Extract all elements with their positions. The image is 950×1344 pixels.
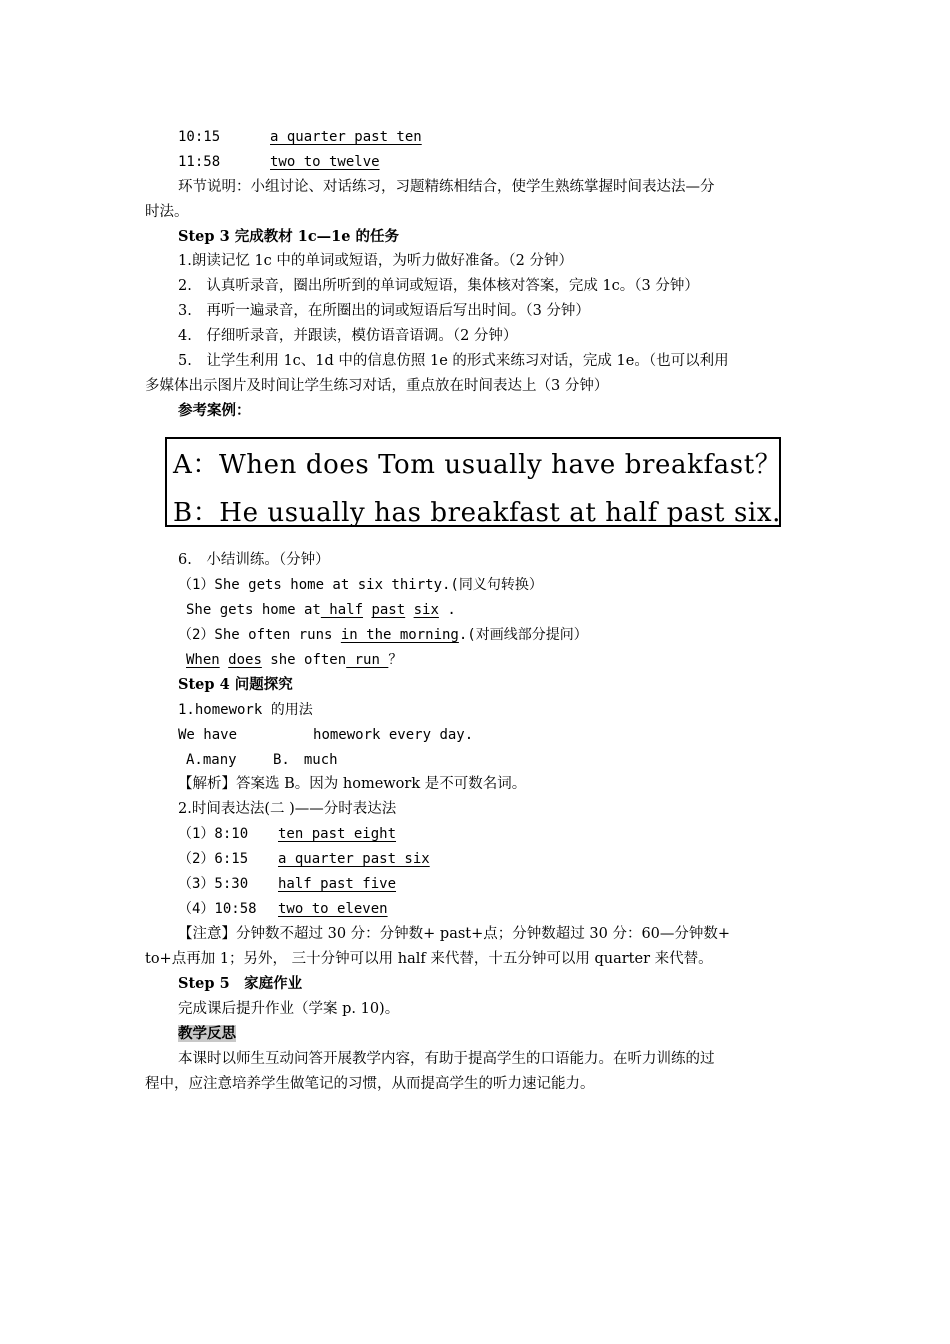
reflection-text-cont: 程中，应注意培养学生做笔记的习惯，从而提高学生的听力速记能力。 bbox=[145, 1076, 595, 1092]
summary-question-2: （2）She often runs in the morning.(对画线部分提问） bbox=[178, 627, 588, 643]
step4-analysis: 【解析】答案选 B。因为 homework 是不可数名词。 bbox=[178, 776, 527, 792]
fill-blank bbox=[237, 727, 313, 743]
reference-title: 参考案例： bbox=[178, 402, 251, 419]
step4-options: A.many B. much bbox=[186, 752, 338, 768]
time-phrase: ten past eight bbox=[278, 826, 397, 842]
section-note: 环节说明：小组讨论、对话练习，习题精练相结合，使学生熟练掌握时间表达法—分 bbox=[178, 179, 715, 195]
step3-item: 2. 认真听录音，圈出所听到的单词或短语，集体核对答案，完成 1c。（3 分钟） bbox=[178, 278, 699, 294]
dialog-line-b: B：He usually has breakfast at half past six. bbox=[173, 498, 781, 528]
dialog-line-a: A：When does Tom usually have breakfast？ bbox=[173, 450, 782, 480]
section-note-cont: 时法。 bbox=[145, 204, 189, 220]
time-value: 11:58 bbox=[178, 154, 221, 170]
reflection-title: 教学反思 bbox=[178, 1025, 236, 1042]
reflection-text: 本课时以师生互动问答开展教学内容，有助于提高学生的口语能力。在听力训练的过 bbox=[178, 1051, 715, 1067]
time-phrase: half past five bbox=[278, 876, 397, 892]
time-phrase: two to twelve bbox=[270, 154, 380, 170]
step3-title: Step 3 完成教材 1c—1e 的任务 bbox=[178, 228, 400, 245]
answer-blank: half bbox=[320, 602, 364, 618]
time-value: 10:15 bbox=[178, 129, 221, 145]
summary-question-1: （1）She gets home at six thirty.(同义句转换） bbox=[178, 577, 543, 593]
step5-text: 完成课后提升作业（学案 p. 10)。 bbox=[178, 1001, 400, 1017]
time-expression-row: （3）5:30 half past five bbox=[178, 876, 397, 892]
step4-note-cont: to+点再加 1；另外， 三十分钟可以用 half 来代替，十五分钟可以用 quarter 来代替。 bbox=[145, 951, 713, 967]
step4-item2: 2.时间表达法(二 )——分时表达法 bbox=[178, 801, 397, 817]
step3-item: 1.朗读记忆 1c 中的单词或短语，为听力做好准备。（2 分钟） bbox=[178, 253, 573, 269]
time-example-row bbox=[178, 127, 422, 147]
step3-item: 5. 让学生利用 1c、1d 中的信息仿照 1e 的形式来练习对话，完成 1e。（也可以利用 bbox=[178, 353, 729, 369]
step4-note: 【注意】分钟数不超过 30 分：分钟数+ past+点；分钟数超过 30 分：60—分钟数+ bbox=[178, 926, 731, 942]
time-phrase: two to eleven bbox=[278, 901, 388, 917]
step5-title: Step 5 家庭作业 bbox=[178, 975, 303, 992]
step4-item1: 1.homework 的用法 bbox=[178, 702, 313, 718]
summary-answer-2: When does she often run ？ bbox=[186, 652, 403, 668]
summary-title: 6. 小结训练。（分钟） bbox=[178, 552, 330, 568]
step3-item: 3. 再听一遍录音，在所圈出的词或短语后写出时间。（3 分钟） bbox=[178, 303, 590, 319]
answer-blank: past bbox=[371, 602, 406, 618]
summary-answer-1: She gets home at half past six . bbox=[186, 602, 456, 618]
answer-blank: When bbox=[186, 652, 220, 668]
answer-blank: six bbox=[413, 602, 439, 618]
step4-title: Step 4 问题探究 bbox=[178, 676, 293, 693]
time-example-row bbox=[178, 152, 380, 172]
dialog-example-box bbox=[165, 437, 781, 527]
step3-item-cont: 多媒体出示图片及时间让学生练习对话，重点放在时间表达上（3 分钟） bbox=[145, 378, 609, 394]
step4-question: We have homework every day. bbox=[178, 727, 474, 743]
time-phrase: a quarter past ten bbox=[270, 129, 422, 145]
time-expression-row: （1）8:10 ten past eight bbox=[178, 826, 397, 842]
answer-blank: does bbox=[228, 652, 262, 668]
time-expression-row: （4）10:58 two to eleven bbox=[178, 901, 388, 917]
underlined-phrase: in the morning bbox=[340, 627, 459, 643]
answer-blank: run bbox=[346, 652, 389, 668]
time-phrase: a quarter past six bbox=[278, 851, 430, 867]
step3-item: 4. 仔细听录音，并跟读，模仿语音语调。（2 分钟） bbox=[178, 328, 518, 344]
time-expression-row: （2）6:15 a quarter past six bbox=[178, 851, 430, 867]
